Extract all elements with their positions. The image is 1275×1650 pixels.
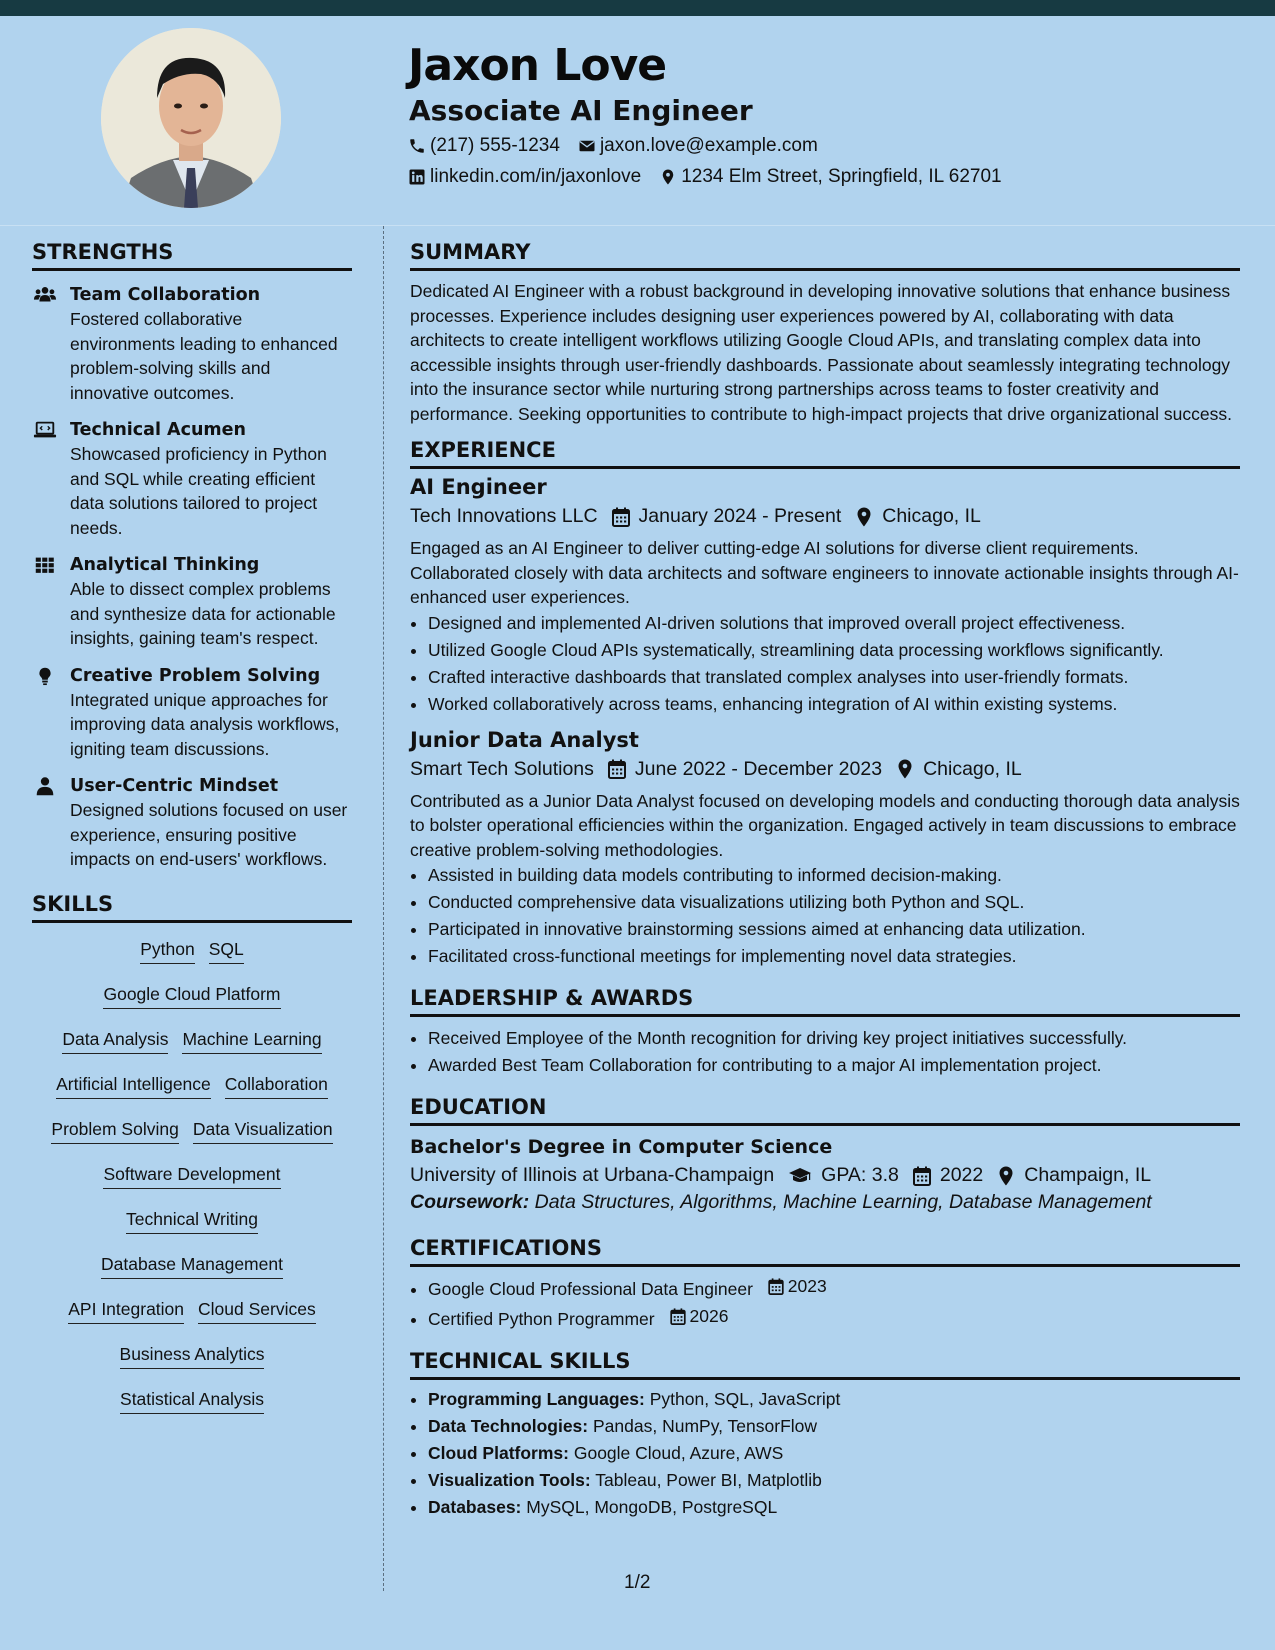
email-text: jaxon.love@example.com: [599, 135, 818, 156]
technical-skill-value: MySQL, MongoDB, PostgreSQL: [526, 1497, 778, 1517]
envelope-icon: [578, 137, 596, 155]
skill-tag: Cloud Services: [198, 1299, 316, 1324]
skill-tag: Machine Learning: [182, 1029, 321, 1054]
technical-skill-value: Python, SQL, JavaScript: [649, 1389, 841, 1409]
linkedin-contact[interactable]: [408, 166, 641, 188]
technical-skill-value: Pandas, NumPy, TensorFlow: [593, 1416, 818, 1436]
certification-date: [768, 1273, 827, 1300]
job-title: AI Engineer: [410, 475, 547, 499]
skill-tag: Database Management: [101, 1254, 283, 1279]
contact-row-2: [408, 166, 1020, 188]
grid-icon: [33, 555, 57, 575]
left-column: [32, 240, 352, 1434]
coursework-text: Data Structures, Algorithms, Machine Learning, Database Management: [534, 1191, 1152, 1213]
strength-item: [32, 774, 352, 872]
map-pin-icon: [997, 1166, 1015, 1186]
technical-skills-list: [410, 1386, 1240, 1521]
technical-skill-item: [428, 1413, 1240, 1440]
skill-tag: Technical Writing: [126, 1209, 258, 1234]
phone-text: (217) 555-1234: [430, 135, 560, 156]
phone-icon: [408, 137, 426, 155]
header-divider: [0, 225, 1275, 226]
address-contact: [659, 166, 1001, 188]
strength-desc: Fostered collaborative environments leading to enhanced problem-solving skills and innovative outcomes.: [70, 309, 338, 403]
summary-text: Dedicated AI Engineer with a robust background in developing innovative solutions that enhance business processes. Experience includes designing user experiences powered by AI, collaborating with data architects to create intelligent workflows utilizing Google Cloud APIs, and translating complex data into accessible insights through user-friendly dashboards. Passionate about seamlessly integrating technology into the insurance sector while nurturing strong partnerships across teams to foster creativity and performance. Seeking opportunities to contribute to high-impact projects that drive organizational success.: [410, 281, 1232, 424]
skills-heading: SKILLS: [32, 892, 352, 923]
calendar-icon: [612, 507, 630, 527]
skill-tag: Google Cloud Platform: [103, 984, 280, 1009]
graduation-cap-icon: [788, 1166, 812, 1186]
users-icon: [33, 285, 57, 305]
job-dates-wrap: [612, 505, 842, 528]
job-description: Engaged as an AI Engineer to deliver cutting-edge AI solutions for diverse client requirements. Collaborated closely with data architects and software engineers to innovate actionable insights through AI-enhanced user experiences.: [410, 538, 1239, 607]
skill-tag: Data Visualization: [193, 1119, 333, 1144]
column-divider: [383, 226, 384, 1591]
skill-line: [32, 1119, 352, 1164]
skill-tag: Software Development: [103, 1164, 280, 1189]
technical-skill-label: Programming Languages:: [428, 1389, 645, 1409]
certification-item: [428, 1303, 1240, 1333]
technical-skill-label: Visualization Tools:: [428, 1470, 591, 1490]
top-bar: [0, 0, 1275, 16]
certifications-heading: CERTIFICATIONS: [410, 1236, 1240, 1267]
strength-title: User-Centric Mindset: [70, 776, 279, 796]
leadership-list: [410, 1025, 1240, 1079]
job-bullets: [410, 610, 1240, 718]
right-column: [410, 240, 1240, 1521]
job-location-wrap: [855, 505, 981, 528]
education-gpa: GPA: 3.8: [821, 1164, 899, 1186]
technical-skill-value: Google Cloud, Azure, AWS: [573, 1443, 784, 1463]
job-dates: June 2022 - December 2023: [634, 757, 883, 780]
strength-desc: Designed solutions focused on user experience, ensuring positive impacts on end-users' workflows.: [70, 800, 348, 869]
skill-tag: Collaboration: [225, 1074, 328, 1099]
job-bullet: • Utilized Google Cloud APIs systematically, streamlining data processing workflows significantly.: [428, 637, 1240, 664]
skill-line: [32, 1209, 352, 1254]
skill-tag: Statistical Analysis: [120, 1389, 264, 1414]
skills-section: [32, 892, 352, 1434]
job-description: Contributed as a Junior Data Analyst focused on developing models and conducting thorough data analysis to bolster operational efficiencies within the organization. Engaged actively in team discussions to embrace creative problem-solving methodologies.: [410, 790, 1240, 860]
education-year-wrap: [913, 1164, 983, 1187]
profile-photo: [101, 28, 281, 208]
skill-tag: API Integration: [68, 1299, 184, 1324]
experience-heading: EXPERIENCE: [410, 438, 1240, 469]
job-title: Junior Data Analyst: [410, 727, 639, 752]
certification-name: Google Cloud Professional Data Engineer: [428, 1279, 753, 1299]
skill-line: [32, 1389, 352, 1434]
candidate-name: Jaxon Love: [408, 40, 667, 91]
technical-skill-label: Cloud Platforms:: [428, 1443, 569, 1463]
education-coursework: [410, 1191, 1240, 1214]
job-entry: [410, 475, 1240, 718]
skill-tag: Python: [140, 939, 194, 964]
page-number: 1/2: [624, 1572, 651, 1593]
user-icon: [33, 776, 57, 796]
job-bullets: [410, 862, 1240, 970]
calendar-icon: [768, 1278, 784, 1295]
strength-item: [32, 664, 352, 762]
job-bullet: • Conducted comprehensive data visualizations utilizing both Python and SQL.: [428, 889, 1240, 916]
skill-tag: Data Analysis: [62, 1029, 168, 1054]
education-degree: Bachelor's Degree in Computer Science: [410, 1136, 833, 1158]
email-contact[interactable]: [578, 135, 818, 157]
job-bullet: • Crafted interactive dashboards that translated complex analyses into user-friendly formats.: [428, 664, 1240, 691]
education-location-wrap: [997, 1164, 1151, 1187]
skill-line: [32, 1074, 352, 1119]
technical-skills-heading: TECHNICAL SKILLS: [410, 1349, 1240, 1380]
linkedin-icon: [408, 168, 426, 186]
job-bullet: • Designed and implemented AI-driven solutions that improved overall project effectiveness.: [428, 610, 1240, 637]
certification-date: [670, 1303, 729, 1330]
technical-skill-label: Data Technologies:: [428, 1416, 589, 1436]
job-bullet: • Participated in innovative brainstorming sessions aimed at enhancing data utilization.: [428, 916, 1240, 943]
strength-item: [32, 553, 352, 651]
certification-year: 2023: [787, 1276, 827, 1296]
technical-skill-item: [428, 1494, 1240, 1521]
laptop-code-icon: [33, 420, 57, 440]
calendar-icon: [913, 1166, 931, 1186]
education-school: University of Illinois at Urbana-Champaign: [410, 1164, 775, 1186]
strength-desc: Able to dissect complex problems and synthesize data for actionable insights, gaining team's respect.: [70, 579, 336, 648]
leadership-heading: LEADERSHIP & AWARDS: [410, 986, 1240, 1017]
technical-skill-item: [428, 1467, 1240, 1494]
skill-line: [32, 939, 352, 984]
job-company: Tech Innovations LLC: [410, 505, 598, 527]
strengths-heading: STRENGTHS: [32, 240, 352, 271]
job-company: Smart Tech Solutions: [410, 757, 594, 780]
skill-line: [32, 1029, 352, 1074]
strength-item: [32, 418, 352, 540]
strength-item: [32, 283, 352, 405]
strength-title: Analytical Thinking: [70, 555, 260, 575]
certification-name: Certified Python Programmer: [428, 1309, 655, 1329]
skill-line: [32, 1254, 352, 1299]
certification-item: [428, 1273, 1240, 1303]
job-dates: January 2024 - Present: [638, 505, 842, 527]
calendar-icon: [670, 1308, 686, 1325]
education-gpa-wrap: [788, 1164, 899, 1187]
job-bullet: • Worked collaboratively across teams, enhancing integration of AI within existing systems.: [428, 691, 1240, 718]
certifications-list: [410, 1273, 1240, 1333]
skill-line: [32, 1299, 352, 1344]
job-meta: [410, 758, 1240, 781]
job-bullet: • Assisted in building data models contributing to informed decision-making.: [428, 862, 1240, 889]
map-pin-icon: [659, 168, 677, 186]
strength-desc: Showcased proficiency in Python and SQL while creating efficient data solutions tailored to project needs.: [70, 444, 327, 538]
strength-title: Creative Problem Solving: [70, 665, 321, 686]
technical-skill-item: [428, 1440, 1240, 1467]
skill-tag: Business Analytics: [120, 1344, 265, 1369]
education-location: Champaign, IL: [1024, 1164, 1152, 1186]
education-heading: EDUCATION: [410, 1095, 1240, 1126]
skill-tag: SQL: [209, 939, 244, 964]
skill-tag: Artificial Intelligence: [56, 1074, 211, 1099]
job-location: Chicago, IL: [882, 505, 981, 527]
skill-line: [32, 984, 352, 1029]
education-meta: [410, 1164, 1240, 1187]
job-bullet: • Facilitated cross-functional meetings for implementing novel data strategies.: [428, 943, 1240, 970]
job-dates-wrap: [608, 758, 882, 781]
map-pin-icon: [896, 759, 914, 779]
technical-skill-label: Databases:: [428, 1497, 522, 1517]
strength-title: Technical Acumen: [70, 420, 246, 440]
linkedin-text: linkedin.com/in/jaxonlove: [430, 166, 642, 187]
calendar-icon: [608, 759, 626, 779]
job-location-wrap: [896, 758, 1022, 781]
skill-line: [32, 1344, 352, 1389]
certification-year: 2026: [689, 1306, 729, 1326]
strength-title: Team Collaboration: [70, 285, 261, 305]
leadership-item: • Awarded Best Team Collaboration for contributing to a major AI implementation project.: [428, 1052, 1240, 1079]
job-entry: [410, 728, 1240, 971]
summary-heading: SUMMARY: [410, 240, 1240, 271]
job-location: Chicago, IL: [923, 757, 1022, 780]
education-year: 2022: [939, 1164, 984, 1186]
candidate-title: Associate AI Engineer: [409, 94, 753, 127]
strength-desc: Integrated unique approaches for improving data analysis workflows, igniting team discussions.: [70, 689, 340, 759]
map-pin-icon: [855, 507, 873, 527]
skill-line: [32, 1164, 352, 1209]
contact-row-1: [408, 135, 836, 157]
address-text: 1234 Elm Street, Springfield, IL 62701: [681, 166, 1002, 187]
skill-tag: Problem Solving: [51, 1119, 178, 1144]
technical-skill-item: [428, 1386, 1240, 1413]
lightbulb-icon: [33, 666, 57, 686]
leadership-item: • Received Employee of the Month recognition for driving key project initiatives successfully.: [428, 1025, 1240, 1052]
coursework-label: Coursework:: [410, 1191, 530, 1213]
technical-skill-value: Tableau, Power BI, Matplotlib: [595, 1470, 822, 1490]
job-meta: [410, 505, 1240, 528]
phone-contact[interactable]: [408, 135, 560, 157]
